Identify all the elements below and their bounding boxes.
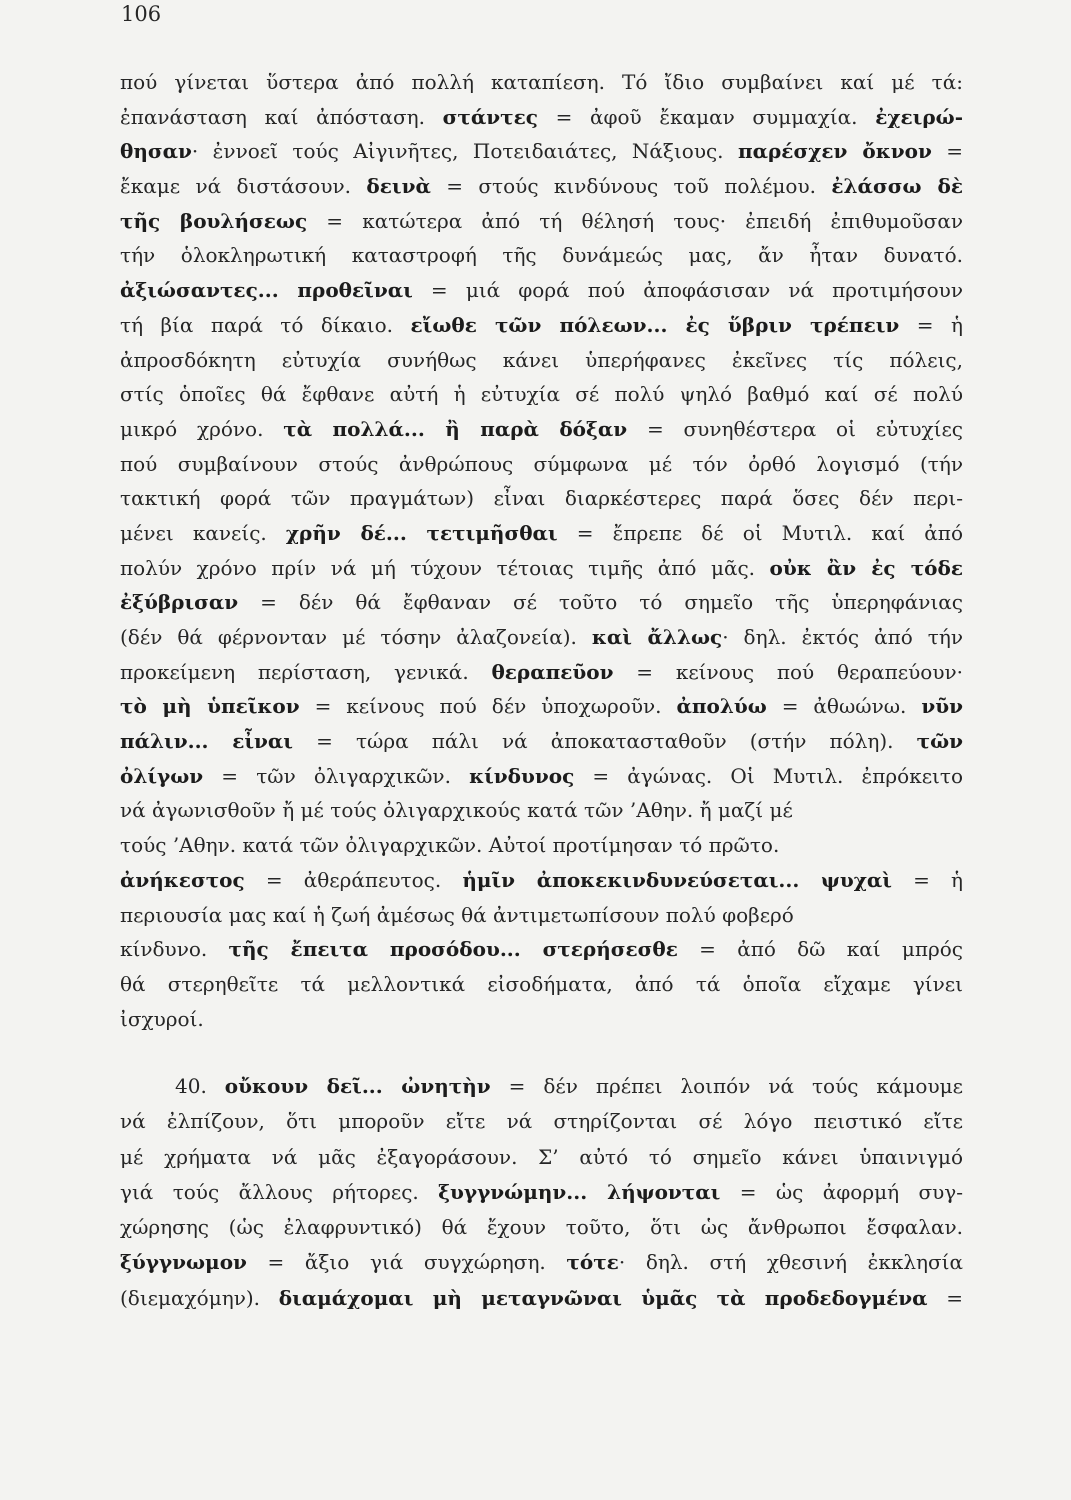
gloss-text: χώρησης (ὡς ἐλαφρυντικό) θά ἔχουν τοῦτο, ὅτι ὡς ἄνθρωποι ἔσφαλαν.: [120, 1215, 963, 1240]
gloss-text: τή βία παρά τό δίκαιο.: [120, 312, 411, 337]
gloss-text: =: [931, 139, 963, 164]
gloss-text: = κείνους πού δέν ὑποχωροῦν.: [299, 694, 677, 719]
line-content: [120, 417, 963, 441]
lemma: ἐξύβρισαν: [120, 590, 239, 615]
gloss-text: θά στερηθεῖτε τά μελλοντικά εἰσοδήματα, ἀπό τά ὁποῖα εἴχαμε γίνει: [120, 971, 963, 996]
text-line: [120, 932, 963, 967]
lemma: τῆς ἔπειτα προσόδου... στερήσεσθε: [228, 937, 678, 962]
text-line: [120, 759, 963, 794]
lemma: οὔκουν δεῖ... ὠνητὴν: [224, 1074, 491, 1098]
gloss-text: = κατώτερα ἀπό τή θέλησή τους· ἐπειδή ἐπιθυμοῦσαν: [307, 208, 963, 233]
text-line: [120, 898, 963, 933]
text-line: [120, 1175, 963, 1210]
gloss-text: μέ χρήματα νά μᾶς ἐξαγοράσουν. Σ’ αὐτό τό σημεῖο κάνει ὑπαινιγμό: [120, 1144, 963, 1169]
gloss-text: ἰσχυροί.: [120, 1006, 204, 1031]
text-line: [120, 1245, 963, 1280]
line-content: [120, 70, 963, 94]
line-content: [120, 1180, 963, 1204]
gloss-text: = τῶν ὀλιγαρχικῶν.: [203, 763, 470, 788]
text-line: [120, 724, 963, 759]
gloss-text: μένει κανείς.: [120, 520, 286, 545]
gloss-text: · δηλ. ἐκτός ἀπό τήν: [722, 625, 963, 649]
gloss-text: = ἄξιο γιά συγχώρηση.: [246, 1250, 567, 1275]
lemma: ἐλάσσω δὲ: [831, 174, 963, 199]
text-line: [120, 412, 963, 447]
line-content: [120, 937, 963, 961]
line-content: [120, 798, 793, 822]
text-line: [120, 273, 963, 308]
gloss-text: (διεμαχόμην).: [120, 1285, 279, 1310]
gloss-text: πολύν χρόνο πρίν νά μή τύχουν τέτοιας τιμῆς ἀπό μᾶς.: [120, 555, 770, 580]
gloss-text: προκείμενη περίσταση, γενικά.: [120, 659, 492, 684]
gloss-text: · δηλ. στή χθεσινή ἐκκλησία: [618, 1250, 963, 1275]
gloss-text: = κείνους πού θεραπεύουν·: [613, 659, 963, 684]
text-line: [120, 343, 963, 378]
line-content: [120, 1109, 963, 1133]
gloss-text: = δέν πρέπει λοιπόν νά τούς κάμουμε: [490, 1074, 963, 1098]
text-line: [120, 793, 963, 828]
gloss-text: νά ἐλπίζουν, ὅτι μποροῦν εἴτε νά στηρίζονται σέ λόγο πειστικό εἴτε: [120, 1109, 963, 1134]
lemma: θεραπεῦον: [491, 659, 614, 684]
lemma: δεινὰ: [366, 174, 431, 199]
line-content: [175, 1074, 963, 1098]
text-line: [120, 585, 963, 620]
paragraph: [120, 65, 963, 1036]
lemma: τὸ μὴ ὑπεῖκον: [120, 694, 300, 719]
gloss-text: μικρό χρόνο.: [120, 416, 284, 441]
line-content: [120, 660, 963, 684]
line-content: [120, 972, 963, 996]
gloss-text: = ἔπρεπε δέ οἱ Μυτιλ. καί ἀπό: [557, 520, 963, 545]
line-content: [120, 486, 963, 510]
page-number: 106: [121, 2, 162, 26]
gloss-text: = ἡ: [899, 312, 963, 337]
text-line: [120, 447, 963, 482]
gloss-text: = συνηθέστερα οἱ εὐτυχίες: [627, 416, 964, 441]
text-line: [120, 828, 963, 863]
lemma: ὀλίγων: [120, 763, 204, 788]
gloss-text: ἀπροσδόκητη εὐτυχία συνήθως κάνει ὑπερήφανες ἐκεῖνες τίς πόλεις,: [120, 347, 963, 372]
line-content: [120, 903, 794, 927]
gloss-text: γιά τούς ἄλλους ρήτορες.: [120, 1179, 439, 1204]
gloss-text: νά ἀγωνισθοῦν ἤ μέ τούς ὀλιγαρχικούς κατά τῶν ’Αθην. ἤ μαζί μέ: [120, 798, 793, 823]
text-line: [120, 1069, 963, 1104]
gloss-text: = ἀφοῦ ἔκαμαν συμμαχία.: [537, 104, 876, 129]
text-line: [120, 655, 963, 690]
gloss-text: = δέν θά ἔφθαναν σέ τοῦτο τό σημεῖο τῆς ὑπερηφάνιας: [238, 590, 963, 615]
lemma: παρέσχεν ὄκνον: [737, 139, 932, 164]
gloss-text: ἐπανάσταση καί ἀπόσταση.: [120, 104, 443, 129]
line-content: [120, 313, 963, 337]
gloss-text: = ἀθωώνω.: [766, 694, 922, 719]
gloss-text: πού γίνεται ὕστερα ἀπό πολλή καταπίεση. Τό ἴδιο συμβαίνει καί μέ τά:: [120, 70, 963, 94]
text-line: [120, 1002, 963, 1037]
lemma: εἴωθε τῶν πόλεων... ἐς ὕβριν τρέπειν: [410, 312, 900, 337]
text-line: [120, 1104, 963, 1139]
line-content: [120, 1250, 963, 1274]
gloss-text: τακτική φορά τῶν πραγμάτων) εἶναι διαρκέστερες παρά ὅσες δέν περι-: [120, 486, 963, 511]
line-content: [120, 625, 963, 649]
gloss-text: · ἐννοεῖ τούς Αἰγινῆτες, Ποτειδαιάτες, Νάξιους.: [191, 139, 738, 164]
line-content: [120, 1007, 204, 1031]
line-content: [120, 348, 963, 372]
gloss-text: κίνδυνο.: [120, 937, 229, 962]
gloss-text: = μιά φορά πού ἀποφάσισαν νά προτιμήσουν: [412, 278, 963, 303]
text-line: [120, 620, 963, 655]
paragraph: [120, 1069, 963, 1316]
lemma: ἀξιώσαντες... προθεῖναι: [120, 278, 413, 303]
lemma: ἀπολύω: [676, 694, 767, 719]
lemma: ξύγγνωμον: [120, 1250, 247, 1275]
line-content: [120, 243, 963, 267]
lemma: νῦν: [921, 694, 963, 719]
text-line: [120, 204, 963, 239]
line-content: [120, 209, 963, 233]
lemma: τῶν: [916, 729, 964, 754]
text-line: [120, 1210, 963, 1245]
text-line: [120, 1281, 963, 1316]
line-content: [120, 590, 963, 614]
text-line: [120, 100, 963, 135]
text-line: [120, 238, 963, 273]
lemma: ἀνήκεστος: [120, 867, 245, 892]
line-content: [120, 1145, 963, 1169]
lemma: ἡμῖν ἀποκεκινδυνεύσεται... ψυχαὶ: [462, 867, 892, 892]
text-line: [120, 65, 963, 100]
lemma: διαμάχομαι μὴ μεταγνῶναι ὑμᾶς τὰ προδεδογμένα: [278, 1285, 928, 1310]
line-content: [120, 694, 963, 718]
gloss-text: ἔκαμε νά διστάσουν.: [120, 174, 367, 199]
lemma: οὐκ ἂν ἐς τόδε: [769, 555, 963, 580]
line-content: [120, 278, 963, 302]
lemma: καὶ ἄλλως: [591, 625, 723, 649]
line-content: [120, 556, 963, 580]
text-line: [120, 967, 963, 1002]
line-content: [120, 729, 963, 753]
gloss-text: πού συμβαίνουν στούς ἀνθρώπους σύμφωνα μέ τόν ὀρθό λογισμό (τήν: [120, 451, 963, 476]
gloss-text: = ἀπό δῶ καί μπρός: [677, 937, 963, 962]
lemma: τῆς βουλήσεως: [120, 208, 308, 233]
gloss-text: τούς ’Αθην. κατά τῶν ὀλιγαρχικῶν. Αὐτοί προτίμησαν τό πρῶτο.: [120, 833, 780, 858]
line-content: [120, 1215, 963, 1239]
line-content: [120, 174, 963, 198]
text-line: [120, 689, 963, 724]
text-line: [120, 308, 963, 343]
line-content: [120, 868, 963, 892]
line-content: [120, 139, 963, 163]
text-line: [120, 134, 963, 169]
gloss-text: =: [927, 1285, 963, 1310]
lemma: πάλιν... εἶναι: [120, 729, 293, 754]
text-line: [120, 516, 963, 551]
lemma: θησαν: [120, 139, 192, 164]
line-content: [120, 833, 779, 857]
line-content: [120, 382, 963, 406]
gloss-text: περιουσία μας καί ἡ ζωή ἀμέσως θά ἀντιμετωπίσουν πολύ φοβερό: [120, 902, 794, 927]
lemma: τότε: [566, 1250, 619, 1275]
gloss-text: στίς ὁποῖες θά ἔφθανε αὐτή ἡ εὐτυχία σέ πολύ ψηλό βαθμό καί σέ πολύ: [120, 382, 963, 407]
line-content: [120, 521, 963, 545]
lemma: κίνδυνος: [469, 763, 575, 788]
line-content: [120, 105, 963, 129]
gloss-text: = ὡς ἀφορμή συγ-: [720, 1179, 964, 1204]
line-content: [120, 1286, 963, 1310]
gloss-text: τήν ὁλοκληρωτική καταστροφή τῆς δυνάμεώς μας, ἄν ἦταν δυνατό.: [120, 243, 963, 268]
gloss-text: 40.: [175, 1074, 225, 1098]
text-line: [120, 551, 963, 586]
text-line: [120, 481, 963, 516]
gloss-text: (δέν θά φέρνονταν μέ τόσην ἀλαζονεία).: [120, 625, 592, 649]
line-content: [120, 452, 963, 476]
gloss-text: = τώρα πάλι νά ἀποκατασταθοῦν (στήν πόλη).: [293, 729, 917, 754]
lemma: ξυγγνώμην... λήψονται: [438, 1179, 721, 1204]
line-content: [120, 764, 963, 788]
gloss-text: = ἀγώνας. Οἱ Μυτιλ. ἐπρόκειτο: [574, 763, 963, 788]
text-line: [120, 1140, 963, 1175]
lemma: ἐχειρώ-: [875, 104, 963, 129]
text-line: [120, 863, 963, 898]
lemma: τὰ πολλά... ἢ παρὰ δόξαν: [283, 416, 628, 441]
lemma: στάντες: [442, 104, 538, 129]
text-line: [120, 169, 963, 204]
gloss-text: = ἡ: [891, 867, 963, 892]
text-line: [120, 377, 963, 412]
gloss-text: = ἀθεράπευτος.: [244, 867, 463, 892]
gloss-text: = στούς κινδύνους τοῦ πολέμου.: [430, 174, 832, 199]
lemma: χρῆν δέ... τετιμῆσθαι: [285, 520, 558, 545]
